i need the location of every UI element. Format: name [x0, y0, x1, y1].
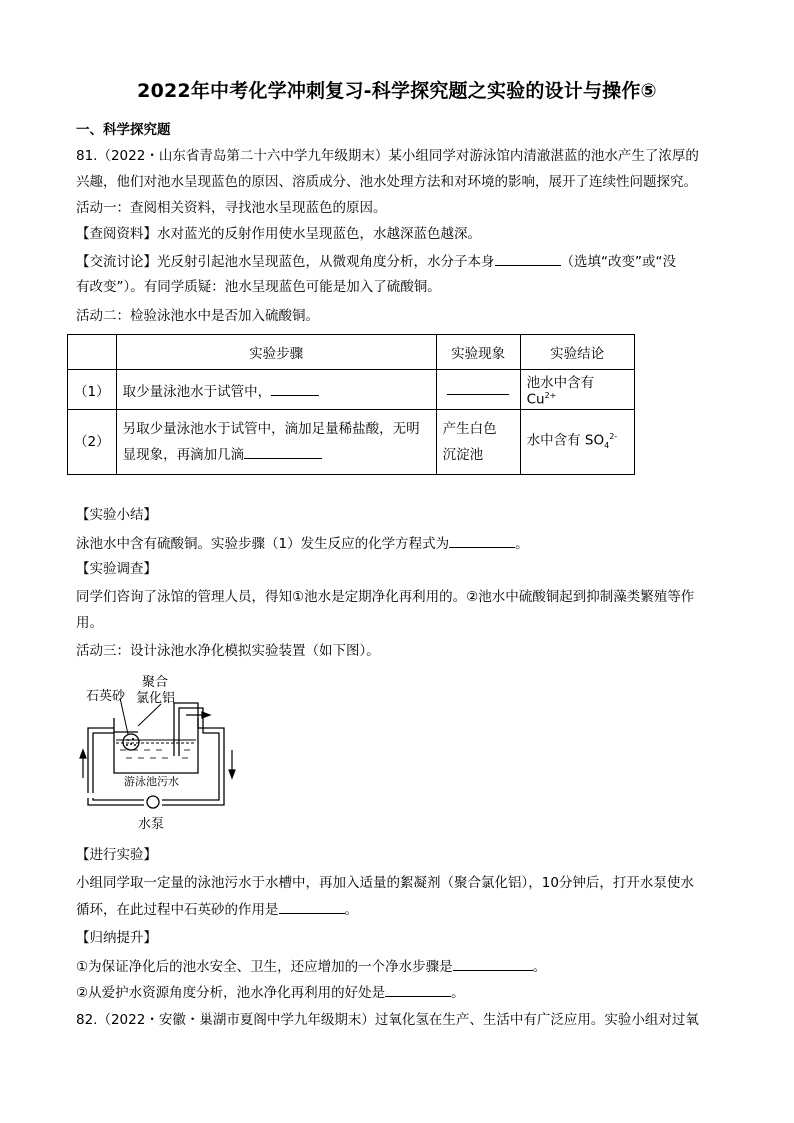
label-pac-line1: 聚合 [142, 675, 169, 690]
table-row [68, 370, 635, 410]
step-text: 另取少量泳池水于试管中，滴加足量稀盐酸，无明 [122, 421, 420, 437]
conclusion-line1 [76, 956, 726, 977]
conclusion-text: 水中含有 SO [526, 432, 605, 449]
survey-line1: 同学们咨询了泳馆的管理人员，得知①池水是定期净化再利用的。②池水中硫酸铜起到抑制藻类繁殖等作 [76, 589, 695, 605]
conclusion-text: ②从爱护水资源角度分析，池水净化再利用的好处是 [76, 985, 386, 1001]
step-text: 取少量泳池水于试管中， [122, 383, 272, 400]
period: 。 [532, 959, 547, 975]
header-cell: 实验现象 [436, 335, 520, 370]
conclusion-text: 池水中含有 Cu [526, 375, 595, 408]
phenomenon-text: 产生白色 [442, 421, 497, 437]
conclusion-text: ①为保证净化后的池水安全、卫生，还应增加的一个净水步骤是 [76, 959, 453, 975]
period: 。 [451, 985, 465, 1001]
table-header-row [68, 335, 635, 370]
conclusion-cell [520, 370, 634, 410]
summary-text: 泳池水中含有硫酸铜。实验步骤（1）发生反应的化学方程式为 [76, 536, 450, 552]
experiment-text: 循环，在此过程中石英砂的作用是 [76, 902, 279, 918]
reference-info: 【查阅资料】水对蓝光的反射作用使水呈现蓝色，水越深蓝色越深。 [76, 226, 481, 242]
q82-line1: 82.（2022・安徽・巢湖市夏阁中学九年级期末）过氧化氢在生产、生活中有广泛应用。实验小组对过氧 [76, 1012, 699, 1028]
row-number: （1） [68, 370, 117, 410]
activity3: 活动三：设计泳池水净化模拟实验装置（如下图）。 [76, 643, 380, 659]
discussion-text-b: （选填“改变”或“没 [560, 254, 676, 270]
phenomenon-cell [436, 370, 520, 410]
summary-heading: 【实验小结】 [76, 507, 157, 523]
experiment-line1: 小组同学取一定量的泳池污水于水槽中，再加入适量的絮凝剂（聚合氯化铝），10分钟后，打开水泵使水 [76, 875, 694, 891]
conclusion-cell [520, 410, 634, 475]
answer-blank[interactable] [385, 982, 451, 997]
step-text: 显现象，再滴加几滴 [122, 447, 245, 463]
experiment-line2 [76, 899, 726, 920]
answer-blank[interactable] [449, 533, 515, 548]
label-pump: 水泵 [138, 817, 165, 832]
step-cell [116, 410, 436, 475]
survey-line2: 用。 [76, 615, 103, 631]
answer-blank[interactable] [271, 381, 319, 396]
answer-blank[interactable] [244, 444, 322, 459]
answer-blank[interactable] [447, 380, 509, 395]
header-cell [68, 335, 117, 370]
discussion-text-a: 【交流讨论】光反射引起池水呈现蓝色，从微观角度分析，水分子本身 [76, 254, 495, 270]
step-cell [116, 370, 436, 410]
summary-line [76, 533, 726, 554]
ion-charge: 2- [609, 432, 618, 442]
conclusion-heading: 【归纳提升】 [76, 930, 157, 946]
survey-heading: 【实验调查】 [76, 561, 157, 577]
header-cell: 实验步骤 [116, 335, 436, 370]
activity2: 活动二：检验泳池水中是否加入硫酸铜。 [76, 308, 319, 324]
period: 。 [344, 902, 358, 918]
activity1: 活动一：查阅相关资料，寻找池水呈现蓝色的原因。 [76, 200, 387, 216]
answer-blank[interactable] [453, 956, 533, 971]
header-cell: 实验结论 [520, 335, 634, 370]
section-heading: 一、科学探究题 [76, 122, 171, 138]
page-title: 2022年中考化学冲刺复习-科学探究题之实验的设计与操作⑤ [137, 80, 657, 102]
experiment-heading: 【进行实验】 [76, 847, 157, 863]
q81-line2: 兴趣，他们对池水呈现蓝色的原因、溶质成分、池水处理方法和对环境的影响，展开了连续性问题探究。 [76, 174, 697, 190]
label-sewage: 游泳池污水 [124, 775, 179, 788]
phenomenon-text: 沉淀池 [442, 447, 484, 463]
row-number: （2） [68, 410, 117, 475]
purification-apparatus-diagram [76, 668, 246, 834]
answer-blank[interactable] [495, 251, 561, 266]
label-quartz-sand: 石英砂 [86, 689, 126, 704]
discussion-line2: 有改变”）。有同学质疑：池水呈现蓝色可能是加入了硫酸铜。 [76, 279, 441, 295]
answer-blank[interactable] [279, 899, 345, 914]
phenomenon-cell [436, 410, 520, 475]
label-pac-line2: 氯化铝 [136, 691, 176, 706]
ion-charge: 2+ [544, 391, 557, 401]
subscript: 4 [604, 441, 610, 451]
experiment-table [67, 334, 635, 475]
table-row [68, 410, 635, 475]
period: 。 [515, 536, 529, 552]
q81-line1: 81.（2022・山东省青岛第二十六中学九年级期末）某小组同学对游泳馆内清澈湛蓝的池水产生了浓厚的 [76, 148, 699, 164]
discussion-line [76, 251, 726, 272]
conclusion-line2 [76, 982, 726, 1003]
